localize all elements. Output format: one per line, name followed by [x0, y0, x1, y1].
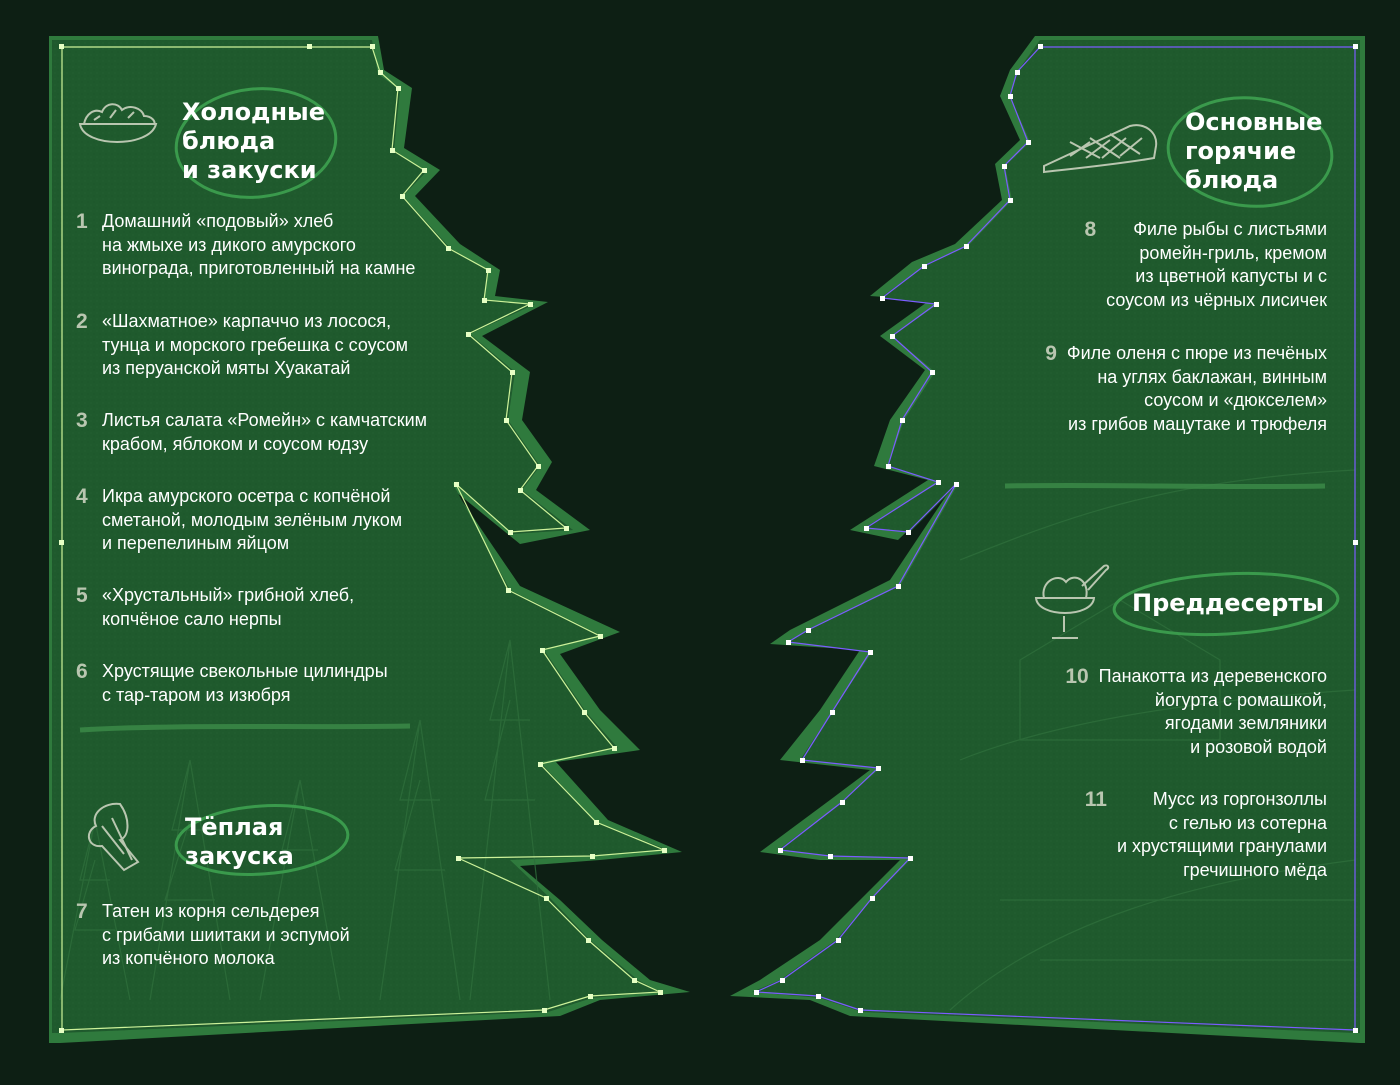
celery-icon [80, 796, 156, 876]
menu-item-2 [76, 310, 462, 381]
title-line: Холодные [182, 98, 326, 126]
item-line: ягодами земляники [1164, 713, 1327, 733]
item-line: Филе рыбы с листьями [1133, 219, 1327, 239]
item-line: из копчёного молока [102, 948, 275, 968]
item-number: 1 [76, 210, 88, 233]
item-line: Домашний «подовый» хлеб [102, 211, 334, 231]
menu-item-4 [76, 485, 462, 556]
menu-item-3 [76, 409, 462, 456]
item-line: винограда, приготовленный на камне [102, 258, 416, 278]
menu-item-11 [997, 788, 1327, 882]
item-line: сметаной, молодым зелёным луком [102, 509, 403, 530]
menu-item-1 [76, 210, 462, 281]
ice-cream-cup-icon [1030, 560, 1112, 644]
title-line: закуска [185, 842, 294, 870]
item-line: йогурта с ромашкой, [1154, 689, 1327, 710]
item-number: 6 [76, 660, 88, 683]
item-line: на жмыхе из дикого амурского [102, 234, 356, 255]
item-line: Мусс из горгонзоллы [1152, 789, 1327, 809]
item-line: из цветной капусты и с [1135, 266, 1327, 286]
menu-item-10 [997, 665, 1327, 759]
item-line: «Шахматное» карпаччо из лосося, [102, 311, 392, 331]
title-line: Основные [1185, 108, 1323, 136]
title-line: горячие [1185, 137, 1297, 165]
fish-fillet-icon [1040, 118, 1162, 178]
item-line: Хрустящие свекольные цилиндры [102, 661, 388, 681]
item-line: соусом из чёрных лисичек [1106, 289, 1327, 310]
item-number: 9 [1045, 342, 1057, 365]
item-line: соусом и «дюкселем» [1144, 390, 1327, 410]
menu-item-5 [76, 584, 462, 631]
title-line: и закуски [182, 156, 317, 184]
title-line: Преддесерты [1132, 589, 1324, 617]
title-line: блюда [182, 127, 276, 155]
item-line: тунца и морского гребешка с соусом [102, 334, 409, 355]
item-line: крабом, яблоком и соусом юдзу [102, 433, 369, 454]
menu-item-9 [997, 342, 1327, 436]
item-line: и перепелиным яйцом [102, 533, 290, 553]
item-line: Филе оленя с пюре из печёных [1066, 343, 1327, 363]
item-line: с гелью из сотерна [1168, 812, 1327, 833]
item-line: Панакотта из деревенского [1098, 666, 1327, 686]
section-title-main [1185, 108, 1322, 195]
title-line: Тёплая [185, 813, 284, 841]
item-number: 3 [76, 409, 88, 432]
item-line: Икра амурского осетра с копчёной [102, 486, 391, 506]
item-line: с тар-таром из изюбря [102, 684, 291, 705]
section-title-warm [185, 813, 294, 871]
menu-item-8 [997, 218, 1327, 312]
item-line: ромейн-гриль, кремом [1139, 242, 1327, 263]
item-number: 11 [1084, 788, 1107, 811]
salad-bowl-icon [74, 96, 164, 156]
item-number: 2 [76, 310, 88, 333]
section-title-cold [182, 98, 325, 185]
item-line: Листья салата «Ромейн» с камчатским [102, 410, 428, 430]
title-line: блюда [1185, 166, 1279, 194]
item-number: 8 [1084, 218, 1097, 241]
section-title-predessert [1132, 589, 1324, 618]
item-number: 10 [1065, 665, 1089, 688]
item-line: гречишного мёда [1183, 859, 1327, 880]
item-line: на углях баклажан, винным [1097, 366, 1327, 387]
item-line: копчёное сало нерпы [102, 608, 282, 629]
item-line: с грибами шиитаки и эспумой [102, 924, 350, 945]
item-line: Татен из корня сельдерея [102, 901, 320, 921]
menu-item-6 [76, 660, 462, 707]
menu-item-7 [76, 900, 462, 971]
item-line: «Хрустальный» грибной хлеб, [102, 585, 355, 605]
item-line: и розовой водой [1190, 736, 1327, 757]
item-number: 5 [76, 584, 88, 607]
item-line: из перуанской мяты Хуакатай [102, 358, 351, 378]
item-number: 4 [76, 485, 88, 508]
item-line: и хрустящими гранулами [1116, 836, 1327, 856]
item-number: 7 [76, 900, 88, 923]
item-line: из грибов мацутаке и трюфеля [1068, 413, 1327, 434]
